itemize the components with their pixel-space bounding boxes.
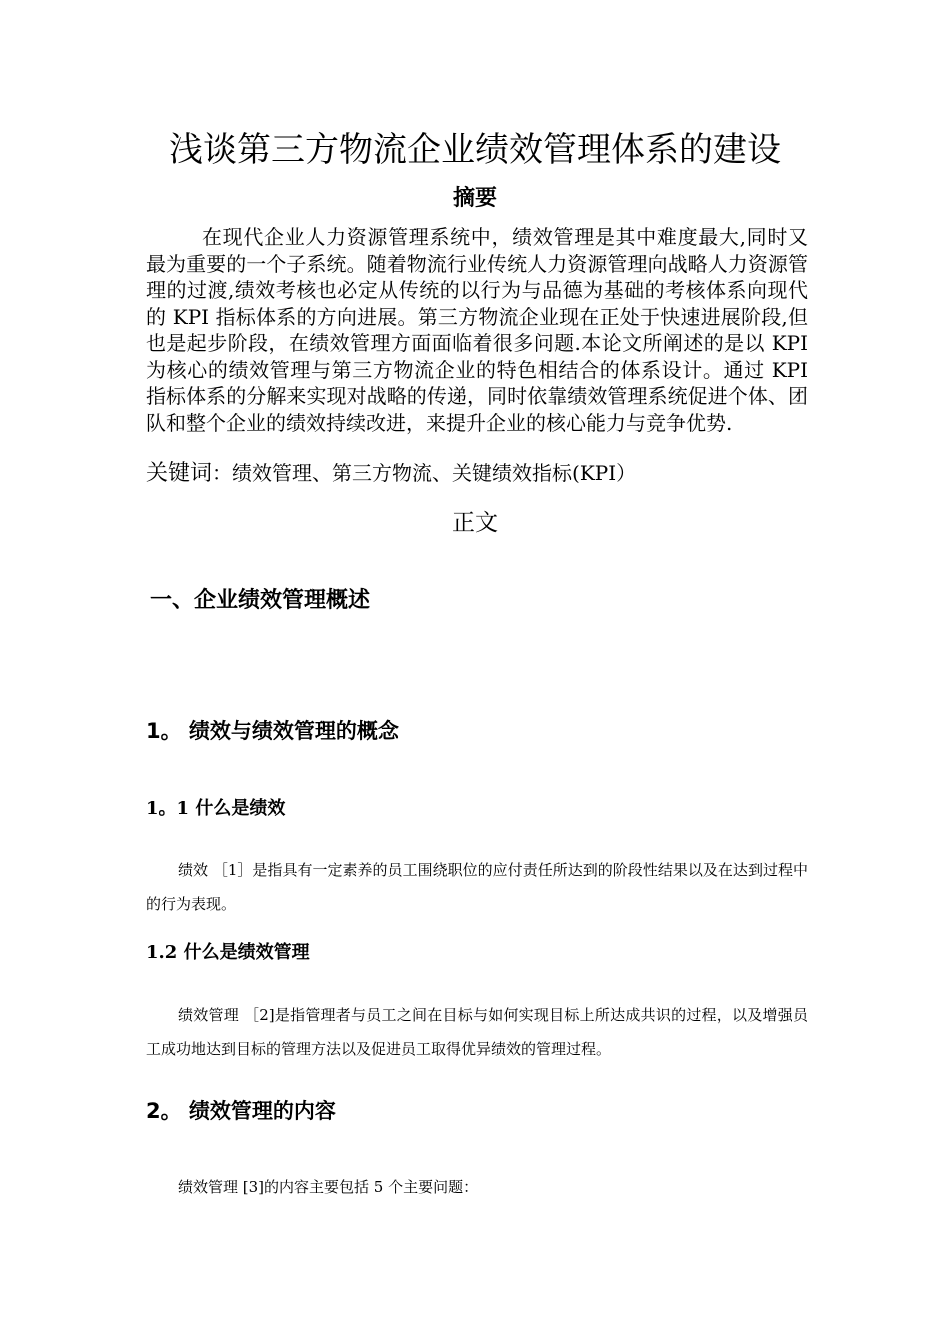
keywords-text: ：绩效管理、第三方物流、关键绩效指标(KPI） xyxy=(212,461,637,485)
abstract-heading: 摘要 xyxy=(452,186,497,211)
subsection-1-2-heading: 1.2 什么是绩效管理 xyxy=(146,942,310,963)
section-1-heading: 一、企业绩效管理概述 xyxy=(150,588,371,613)
subsection-1-heading: 1。 绩效与绩效管理的概念 xyxy=(146,719,399,743)
abstract-paragraph: 在现代企业人力资源管理系统中，绩效管理是其中难度最大,同时又最为重要的一个子系统。随着物流行业传统人力资源管理向战略人力资源管理的过渡,绩效考核也必定从传统的以行为与品德为基础的考核体系向现代的 KPI 指标体系的方向进展。第三方物流企业现在正处于快速进展阶段,但也是起步阶段，在绩效管理方面面临着很多问题.本论文所阐述的是以 KPI 为核心的绩效管理与第三方物流企业的特色相结合的体系设计。通过 KPI 指标体系的分解来实现对战略的传递，同时依靠绩效管理系统促进个体、团队和整个企业的绩效持续改进，来提升企业的核心能力与竞争优势. xyxy=(146,225,808,435)
keywords-line xyxy=(146,458,826,489)
subsection-2-paragraph: 绩效管理 [3]的内容主要包括 5 个主要问题： xyxy=(178,1178,479,1196)
body-heading: 正文 xyxy=(452,510,498,536)
subsection-1-1-paragraph: 绩效 ［1］是指具有一定素养的员工围绕职位的应付责任所达到的阶段性结果以及在达到过程中的行为表现。 xyxy=(146,861,808,913)
document-title: 浅谈第三方物流企业绩效管理体系的建设 xyxy=(169,130,781,170)
subsection-1-1-heading: 1。1 什么是绩效 xyxy=(146,798,286,819)
keywords-label: 关键词 xyxy=(146,461,213,486)
subsection-2-heading: 2。 绩效管理的内容 xyxy=(146,1099,336,1123)
subsection-1-2-paragraph: 绩效管理 ［2]是指管理者与员工之间在目标与如何实现目标上所达成共识的过程，以及增强员工成功地达到目标的管理方法以及促进员工取得优异绩效的管理过程。 xyxy=(146,1006,808,1058)
